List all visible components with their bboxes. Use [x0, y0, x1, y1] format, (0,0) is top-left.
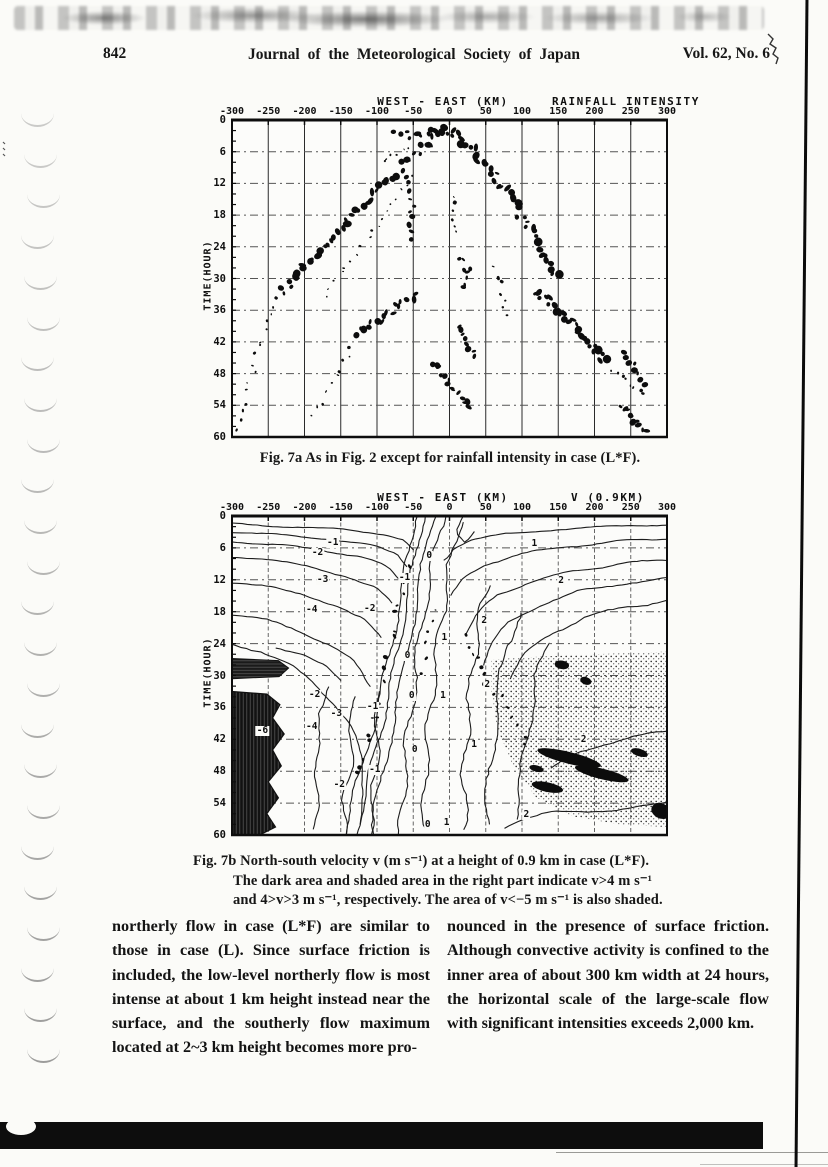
y-tick-label: 30: [213, 272, 226, 285]
contour-value-label: 0: [411, 744, 418, 756]
x-tick-label: -200: [292, 502, 317, 513]
contour-value-label: 0: [426, 549, 433, 561]
contour-value-label: 1: [531, 537, 538, 549]
x-tick-label: -300: [219, 502, 245, 513]
y-tick-label: 42: [213, 335, 226, 348]
x-tick-label: 50: [479, 106, 492, 117]
y-tick-label: 60: [213, 829, 226, 841]
x-tick-label: 300: [657, 502, 677, 513]
contour-value-label: -1: [366, 701, 379, 713]
contour-value-label: 1: [471, 739, 478, 751]
x-tick-label: 300: [657, 106, 677, 117]
contour-value-label: 2: [558, 574, 565, 586]
x-tick-label: 0: [446, 502, 453, 513]
x-tick-label: 150: [549, 106, 568, 117]
contour-value-label: 2: [523, 809, 530, 821]
y-tick-label: 18: [213, 209, 226, 222]
x-tick-label: 200: [585, 502, 604, 513]
fig7a-right-title: RAINFALL INTENSITY: [552, 95, 701, 108]
x-tick-label: 0: [446, 106, 453, 117]
contour-value-label: 1: [440, 689, 446, 701]
x-tick-label: 200: [585, 106, 604, 117]
contour-value-label: 0: [408, 689, 415, 701]
x-tick-label: -150: [328, 106, 353, 117]
contour-value-label: -3: [330, 707, 343, 719]
x-tick-label: 100: [512, 106, 532, 117]
contour-value-label: -2: [333, 779, 346, 791]
contour-value-label: -2: [311, 547, 324, 559]
x-tick-label: -250: [256, 502, 281, 513]
contour-value-label: -2: [364, 602, 376, 614]
x-tick-label: -50: [404, 106, 423, 117]
y-tick-label: 0: [219, 114, 226, 126]
x-tick-label: -150: [328, 502, 353, 513]
contour-value-label: 2: [481, 614, 488, 626]
x-tick-label: -50: [404, 502, 423, 513]
y-tick-label: 30: [213, 669, 226, 682]
y-tick-label: 12: [213, 177, 226, 190]
contour-value-label: -4: [306, 720, 318, 732]
x-tick-label: -100: [364, 106, 390, 117]
fig7b-right-title: V (0.9KM): [570, 491, 645, 504]
contour-value-label: -1: [327, 536, 339, 548]
x-tick-label: 250: [621, 502, 640, 513]
contour-value-label: -1: [369, 764, 381, 776]
contour-value-label: -4: [306, 603, 318, 615]
y-tick-label: 48: [213, 765, 226, 778]
y-tick-label: 18: [213, 605, 226, 618]
contour-value-label: -2: [308, 688, 321, 700]
x-tick-label: -250: [256, 106, 281, 117]
contour-value-label: 1: [441, 632, 448, 644]
x-tick-label: -100: [364, 502, 390, 513]
contour-value-label: -1: [398, 571, 411, 583]
contour-value-label: 2: [484, 678, 491, 690]
y-tick-label: 12: [213, 573, 226, 586]
fig7b-y-axis-label: TIME(HOUR): [202, 637, 214, 708]
x-tick-label: -200: [292, 106, 317, 117]
contour-value-label: 0: [404, 650, 411, 662]
y-tick-label: 60: [213, 431, 226, 443]
x-tick-label: -300: [219, 106, 245, 117]
x-tick-label: 150: [549, 502, 568, 513]
y-tick-label: 6: [219, 145, 226, 158]
contour-value-label: -3: [316, 573, 329, 585]
fig7b-caption-line3: and 4>v>3 m s⁻¹, respectively. The area of v<−5 m s⁻¹ is also shaded.: [233, 892, 663, 908]
handwritten-margin-mark: [768, 34, 778, 64]
y-tick-label: 54: [213, 399, 226, 412]
x-tick-label: 250: [621, 106, 640, 117]
volume-issue: Vol. 62, No. 6: [682, 45, 770, 62]
y-tick-label: 48: [213, 367, 226, 380]
body-text-column-left: northerly flow in case (L*F) are similar to those in case (L). Since surface friction is included, the low-level northerly flow is most intense at about 1 km height instead near the surface, and the southerly flow maximum located at 2~3 km height becomes more pro-: [112, 917, 430, 1057]
page-number: 842: [103, 45, 127, 62]
y-tick-label: 54: [213, 797, 226, 810]
y-tick-label: 6: [219, 541, 226, 554]
y-tick-label: 42: [213, 733, 226, 746]
contour-value-label: 0: [424, 818, 431, 830]
journal-title: Journal of the Meteorological Society of Japan: [248, 46, 580, 63]
fig7b-x-axis-title: WEST - EAST (KM): [377, 491, 509, 504]
x-tick-label: 100: [512, 502, 532, 513]
contour-value-label: -6: [256, 725, 269, 737]
scan-right-edge-line: [796, 0, 807, 1167]
contour-value-label: 1: [443, 817, 450, 829]
x-tick-label: 50: [479, 502, 492, 513]
fig7a-y-axis-label: TIME(HOUR): [202, 240, 214, 311]
y-tick-label: 36: [213, 304, 226, 317]
y-tick-label: 0: [219, 510, 226, 522]
scan-left-specks: [3, 142, 5, 156]
contour-value-label: 2: [580, 734, 587, 746]
body-text-column-right: nounced in the presence of surface friction. Although convective activity is confined to the inner area of about 300 km width at 24 hours, the horizontal scale of the large-scale flow with significant intensities exceeds 2,000 km.: [447, 917, 769, 1033]
fig7a-x-axis-title: WEST - EAST (KM): [377, 95, 509, 108]
fig7b-caption-line1: Fig. 7b North-south velocity v (m s⁻¹) at a height of 0.9 km in case (L*F).: [193, 853, 650, 869]
fig7a-caption: Fig. 7a As in Fig. 2 except for rainfall intensity in case (L*F).: [259, 450, 641, 466]
y-tick-label: 36: [213, 701, 226, 714]
fig7b-caption-line2: The dark area and shaded area in the right part indicate v>4 m s⁻¹: [233, 872, 653, 889]
y-tick-label: 24: [213, 240, 226, 253]
y-tick-label: 24: [213, 637, 226, 650]
